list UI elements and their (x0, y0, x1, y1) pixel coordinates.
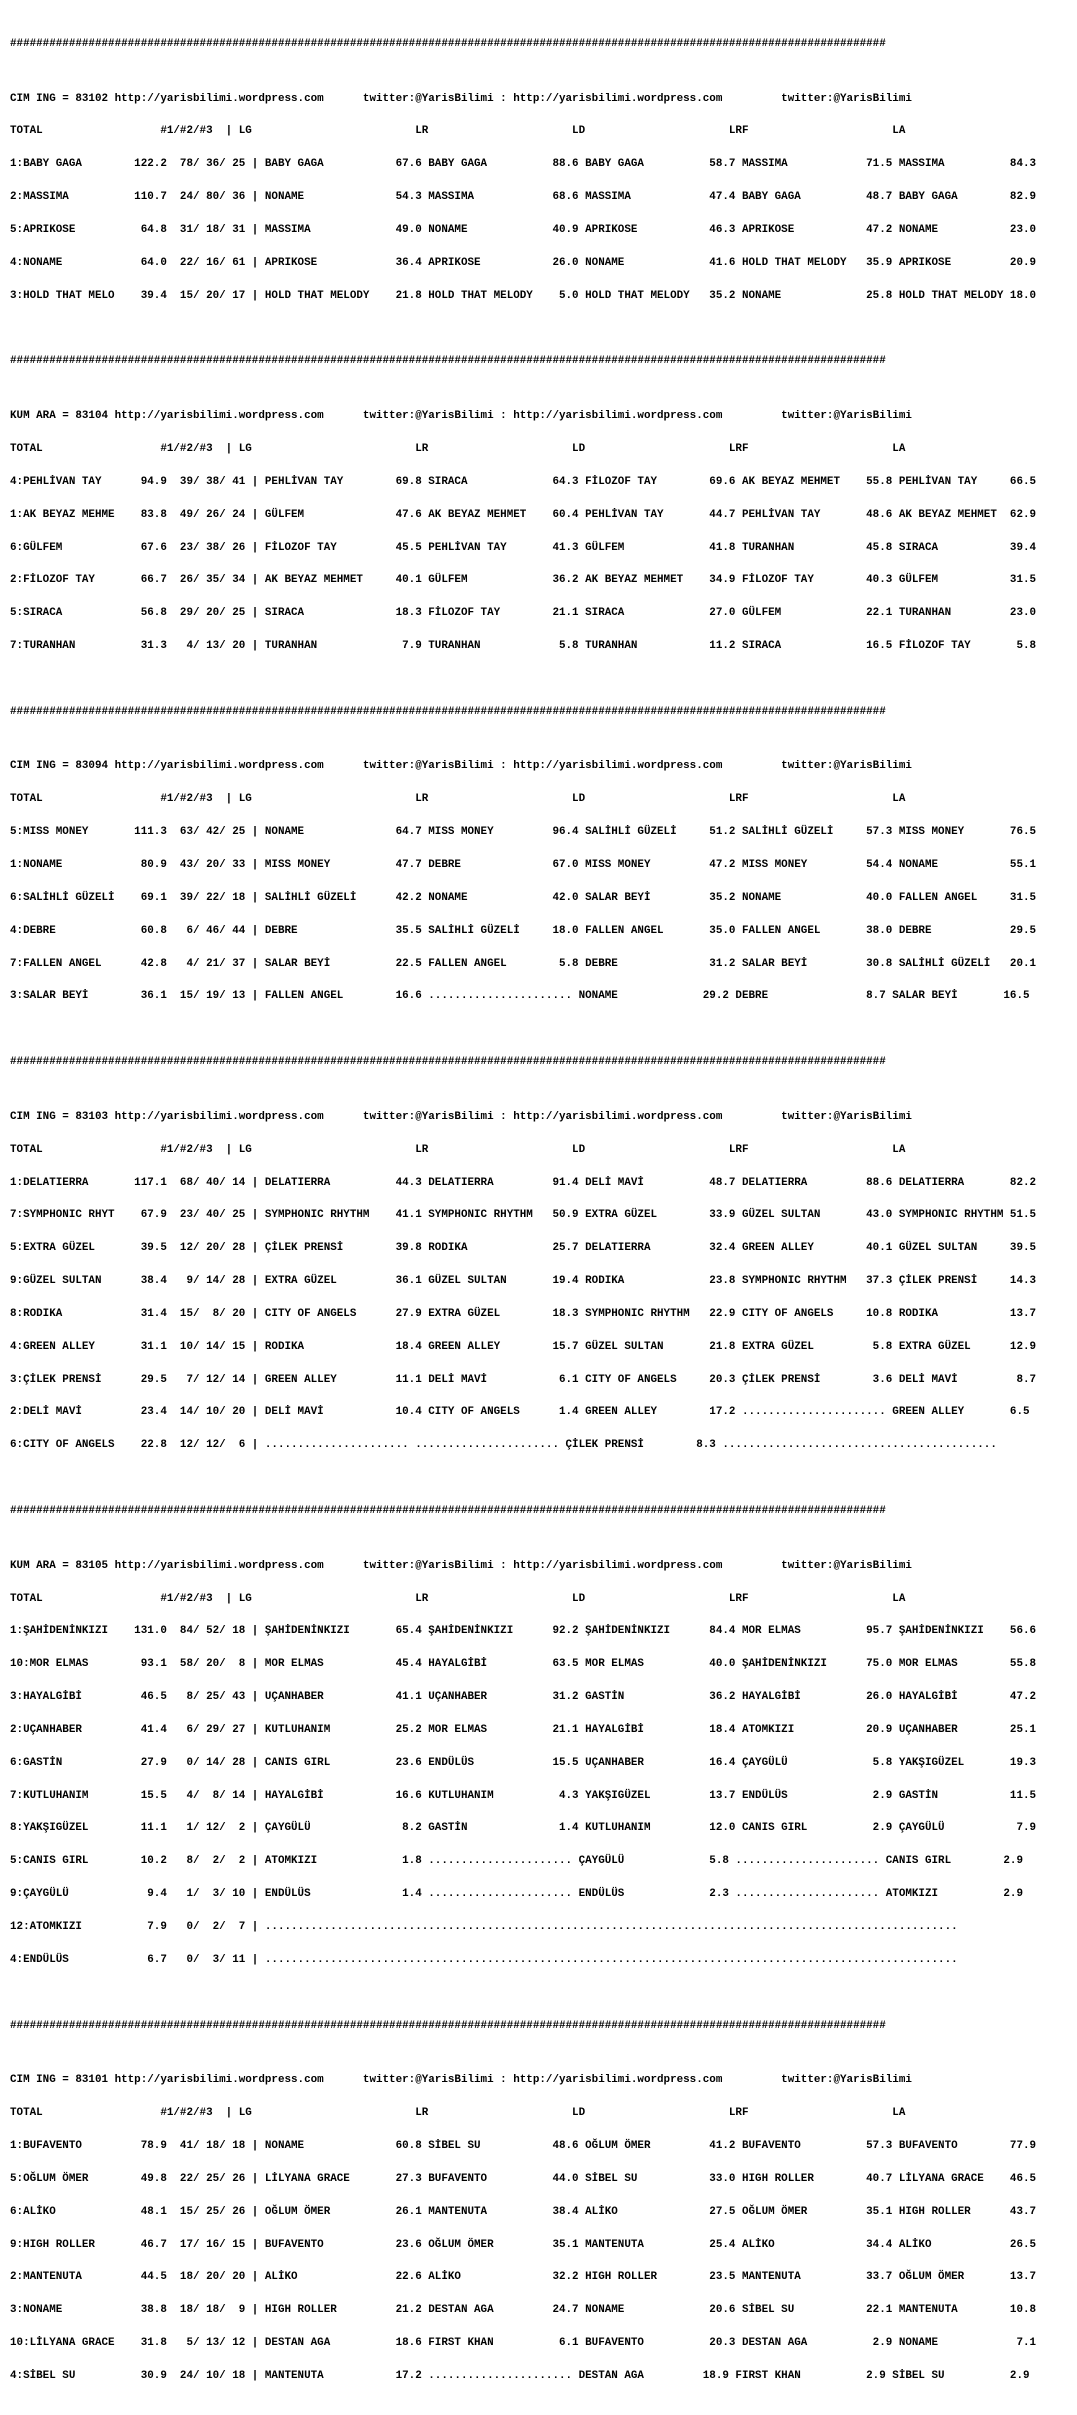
separator-line: ###################################################################################################################################### (10, 355, 886, 368)
table-row: 10:LİLYANA GRACE 31.8 5/ 13/ 12 | DESTAN AGA 18.6 FIRST KHAN 6.1 BUFAVENTO 20.3 DESTAN AGA 2.9 NONAME 7.1 (10, 2337, 1037, 2350)
separator-line: ###################################################################################################################################### (10, 1056, 886, 1069)
race-header: CIM ING = 83094 http://yarisbilimi.wordpress.com twitter:@YarisBilimi : http://yarisbilimi.wordpress.com twitter:@YarisBilimi (10, 760, 912, 773)
table-row: 3:SALAR BEYİ 36.1 15/ 19/ 13 | FALLEN ANGEL 16.6 ...................... NONAME 29.2 DEBRE 8.7 SALAR BEYİ 16.5 (10, 990, 1030, 1003)
table-row: 5:APRIKOSE 64.8 31/ 18/ 31 | MASSIMA 49.0 NONAME 40.9 APRIKOSE 46.3 APRIKOSE 47.2 NONAME 23.0 (10, 223, 1037, 236)
column-header: TOTAL #1/#2/#3 | LG LR LD LRF LA (10, 125, 906, 138)
table-row: 1:ŞAHİDENİNKIZI 131.0 84/ 52/ 18 | ŞAHİDENİNKIZI 65.4 ŞAHİDENİNKIZI 92.2 ŞAHİDENİNKIZI 84.4 MOR ELMAS 95.7 ŞAHİDENİNKIZI 56.6 (10, 1625, 1037, 1638)
table-row: 4:ENDÜLÜS 6.7 0/ 3/ 11 | .......................................................................................................... (10, 1953, 958, 1966)
table-row: 8:YAKŞIGÜZEL 11.1 1/ 12/ 2 | ÇAYGÜLÜ 8.2 GASTİN 1.4 KUTLUHANIM 12.0 CANIS GIRL 2.9 ÇAYGÜLÜ 7.9 (10, 1822, 1037, 1835)
table-row: 1:BABY GAGA 122.2 78/ 36/ 25 | BABY GAGA 67.6 BABY GAGA 88.6 BABY GAGA 58.7 MASSIMA 71.5 MASSIMA 84.3 (10, 158, 1037, 171)
table-row: 6:SALİHLİ GÜZELİ 69.1 39/ 22/ 18 | SALİHLİ GÜZELİ 42.2 NONAME 42.0 SALAR BEYİ 35.2 NONAME 40.0 FALLEN ANGEL 31.5 (10, 891, 1037, 904)
table-row: 7:FALLEN ANGEL 42.8 4/ 21/ 37 | SALAR BEYİ 22.5 FALLEN ANGEL 5.8 DEBRE 31.2 SALAR BEYİ 30.8 SALİHLİ GÜZELİ 20.1 (10, 957, 1037, 970)
race-block (10, 1539, 1036, 1988)
table-row: 10:MOR ELMAS 93.1 58/ 20/ 8 | MOR ELMAS 45.4 HAYALGİBİ 63.5 MOR ELMAS 40.0 ŞAHİDENİNKIZI 75.0 MOR ELMAS 55.8 (10, 1658, 1037, 1671)
table-row: 1:DELATIERRA 117.1 68/ 40/ 14 | DELATIERRA 44.3 DELATIERRA 91.4 DELİ MAVİ 48.7 DELATIERRA 88.6 DELATIERRA 82.2 (10, 1176, 1037, 1189)
table-row: 5:CANIS GIRL 10.2 8/ 2/ 2 | ATOMKIZI 1.8 ...................... ÇAYGÜLÜ 5.8 ...................... CANIS GIRL 2.9 (10, 1855, 1023, 1868)
table-row: 4:DEBRE 60.8 6/ 46/ 44 | DEBRE 35.5 SALİHLİ GÜZELİ 18.0 FALLEN ANGEL 35.0 FALLEN ANGEL 38.0 DEBRE 29.5 (10, 924, 1037, 937)
table-row: 3:ÇİLEK PRENSİ 29.5 7/ 12/ 14 | GREEN ALLEY 11.1 DELİ MAVİ 6.1 CITY OF ANGELS 20.3 ÇİLEK PRENSİ 3.6 DELİ MAVİ 8.7 (10, 1373, 1037, 1386)
race-block (10, 389, 1036, 674)
table-row: 1:AK BEYAZ MEHME 83.8 49/ 26/ 24 | GÜLFEM 47.6 AK BEYAZ MEHMET 60.4 PEHLİVAN TAY 44.7 PEHLİVAN TAY 48.6 AK BEYAZ MEHMET 62.9 (10, 508, 1037, 521)
race-header: CIM ING = 83103 http://yarisbilimi.wordpress.com twitter:@YarisBilimi : http://yarisbilimi.wordpress.com twitter:@YarisBilimi (10, 1110, 912, 1123)
table-row: 6:GASTİN 27.9 0/ 14/ 28 | CANIS GIRL 23.6 ENDÜLÜS 15.5 UÇANHABER 16.4 ÇAYGÜLÜ 5.8 YAKŞIGÜZEL 19.3 (10, 1756, 1037, 1769)
race-block (10, 72, 1036, 324)
table-row: 2:MASSIMA 110.7 24/ 80/ 36 | NONAME 54.3 MASSIMA 68.6 MASSIMA 47.4 BABY GAGA 48.7 BABY GAGA 82.9 (10, 191, 1037, 204)
race-block (10, 1090, 1036, 1473)
table-row: 2:UÇANHABER 41.4 6/ 29/ 27 | KUTLUHANIM 25.2 MOR ELMAS 21.1 HAYALGİBİ 18.4 ATOMKIZI 20.9 UÇANHABER 25.1 (10, 1723, 1037, 1736)
table-row: 8:RODIKA 31.4 15/ 8/ 20 | CITY OF ANGELS 27.9 EXTRA GÜZEL 18.3 SYMPHONIC RHYTHM 22.9 CITY OF ANGELS 10.8 RODIKA 13.7 (10, 1307, 1037, 1320)
table-row: 9:GÜZEL SULTAN 38.4 9/ 14/ 28 | EXTRA GÜZEL 36.1 GÜZEL SULTAN 19.4 RODIKA 23.8 SYMPHONIC RHYTHM 37.3 ÇİLEK PRENSİ 14.3 (10, 1275, 1037, 1288)
table-row: 5:EXTRA GÜZEL 39.5 12/ 20/ 28 | ÇİLEK PRENSİ 39.8 RODIKA 25.7 DELATIERRA 32.4 GREEN ALLEY 40.1 GÜZEL SULTAN 39.5 (10, 1242, 1037, 1255)
table-row: 9:ÇAYGÜLÜ 9.4 1/ 3/ 10 | ENDÜLÜS 1.4 ...................... ENDÜLÜS 2.3 ...................... ATOMKIZI 2.9 (10, 1888, 1023, 1901)
table-row: 6:GÜLFEM 67.6 23/ 38/ 26 | FİLOZOF TAY 45.5 PEHLİVAN TAY 41.3 GÜLFEM 41.8 TURANHAN 45.8 SIRACA 39.4 (10, 541, 1037, 554)
column-header: TOTAL #1/#2/#3 | LG LR LD LRF LA (10, 1143, 906, 1156)
table-row: 9:HIGH ROLLER 46.7 17/ 16/ 15 | BUFAVENTO 23.6 OĞLUM ÖMER 35.1 MANTENUTA 25.4 ALİKO 34.4 ALİKO 26.5 (10, 2238, 1037, 2251)
race-header: CIM ING = 83101 http://yarisbilimi.wordpress.com twitter:@YarisBilimi : http://yarisbilimi.wordpress.com twitter:@YarisBilimi (10, 2074, 912, 2087)
table-row: 2:FİLOZOF TAY 66.7 26/ 35/ 34 | AK BEYAZ MEHMET 40.1 GÜLFEM 36.2 AK BEYAZ MEHMET 34.9 FİLOZOF TAY 40.3 GÜLFEM 31.5 (10, 574, 1037, 587)
table-row: 3:NONAME 38.8 18/ 18/ 9 | HIGH ROLLER 21.2 DESTAN AGA 24.7 NONAME 20.6 SİBEL SU 22.1 MANTENUTA 10.8 (10, 2304, 1037, 2317)
table-row: 4:GREEN ALLEY 31.1 10/ 14/ 15 | RODIKA 18.4 GREEN ALLEY 15.7 GÜZEL SULTAN 21.8 EXTRA GÜZEL 5.8 EXTRA GÜZEL 12.9 (10, 1340, 1037, 1353)
table-row: 2:MANTENUTA 44.5 18/ 20/ 20 | ALİKO 22.6 ALİKO 32.2 HIGH ROLLER 23.5 MANTENUTA 33.7 OĞLUM ÖMER 13.7 (10, 2271, 1037, 2284)
table-row: 7:TURANHAN 31.3 4/ 13/ 20 | TURANHAN 7.9 TURANHAN 5.8 TURANHAN 11.2 SIRACA 16.5 FİLOZOF TAY 5.8 (10, 640, 1037, 653)
race-stats-sheet (10, 6, 1036, 2415)
table-row: 12:ATOMKIZI 7.9 0/ 2/ 7 | .......................................................................................................... (10, 1921, 958, 1934)
column-header: TOTAL #1/#2/#3 | LG LR LD LRF LA (10, 442, 906, 455)
table-row: 4:NONAME 64.0 22/ 16/ 61 | APRIKOSE 36.4 APRIKOSE 26.0 NONAME 41.6 HOLD THAT MELODY 35.9 APRIKOSE 20.9 (10, 256, 1037, 269)
table-row: 2:DELİ MAVİ 23.4 14/ 10/ 20 | DELİ MAVİ 10.4 CITY OF ANGELS 1.4 GREEN ALLEY 17.2 ...................... GREEN ALLEY 6.5 (10, 1406, 1030, 1419)
table-row: 5:SIRACA 56.8 29/ 20/ 25 | SIRACA 18.3 FİLOZOF TAY 21.1 SIRACA 27.0 GÜLFEM 22.1 TURANHAN 23.0 (10, 607, 1037, 620)
race-header: KUM ARA = 83104 http://yarisbilimi.wordpress.com twitter:@YarisBilimi : http://yarisbilimi.wordpress.com twitter:@YarisBilimi (10, 410, 912, 423)
table-row: 1:NONAME 80.9 43/ 20/ 33 | MISS MONEY 47.7 DEBRE 67.0 MISS MONEY 47.2 MISS MONEY 54.4 NONAME 55.1 (10, 859, 1037, 872)
separator-line: ###################################################################################################################################### (10, 705, 886, 718)
separator-line: ###################################################################################################################################### (10, 1504, 886, 1517)
race-block (10, 2053, 1036, 2403)
table-row: 7:SYMPHONIC RHYT 67.9 23/ 40/ 25 | SYMPHONIC RHYTHM 41.1 SYMPHONIC RHYTHM 50.9 EXTRA GÜZEL 33.9 GÜZEL SULTAN 43.0 SYMPHONIC RHYTHM 51.5 (10, 1209, 1037, 1222)
separator-line: ###################################################################################################################################### (10, 2019, 886, 2032)
table-row: 1:BUFAVENTO 78.9 41/ 18/ 18 | NONAME 60.8 SİBEL SU 48.6 OĞLUM ÖMER 41.2 BUFAVENTO 57.3 BUFAVENTO 77.9 (10, 2140, 1037, 2152)
table-row: 3:HOLD THAT MELO 39.4 15/ 20/ 17 | HOLD THAT MELODY 21.8 HOLD THAT MELODY 5.0 HOLD THAT MELODY 35.2 NONAME 25.8 HOLD THAT MELODY 18.0 (10, 289, 1037, 302)
race-block (10, 740, 1036, 1025)
separator-line: ###################################################################################################################################### (10, 37, 886, 50)
table-row: 6:CITY OF ANGELS 22.8 12/ 12/ 6 | ...................... ...................... ÇİLEK PRENSİ 8.3 .......................................... (10, 1439, 997, 1452)
race-header: KUM ARA = 83105 http://yarisbilimi.wordpress.com twitter:@YarisBilimi : http://yarisbilimi.wordpress.com twitter:@YarisBilimi (10, 1559, 912, 1572)
race-header: CIM ING = 83102 http://yarisbilimi.wordpress.com twitter:@YarisBilimi : http://yarisbilimi.wordpress.com twitter:@YarisBilimi (10, 92, 912, 105)
table-row: 5:MISS MONEY 111.3 63/ 42/ 25 | NONAME 64.7 MISS MONEY 96.4 SALİHLİ GÜZELİ 51.2 SALİHLİ GÜZELİ 57.3 MISS MONEY 76.5 (10, 826, 1037, 839)
column-header: TOTAL #1/#2/#3 | LG LR LD LRF LA (10, 1592, 906, 1605)
table-row: 5:OĞLUM ÖMER 49.8 22/ 25/ 26 | LİLYANA GRACE 27.3 BUFAVENTO 44.0 SİBEL SU 33.0 HIGH ROLLER 40.7 LİLYANA GRACE 46.5 (10, 2172, 1037, 2185)
table-row: 3:HAYALGİBİ 46.5 8/ 25/ 43 | UÇANHABER 41.1 UÇANHABER 31.2 GASTİN 36.2 HAYALGİBİ 26.0 HAYALGİBİ 47.2 (10, 1691, 1037, 1704)
table-row: 4:SİBEL SU 30.9 24/ 10/ 18 | MANTENUTA 17.2 ...................... DESTAN AGA 18.9 FIRST KHAN 2.9 SİBEL SU 2.9 (10, 2369, 1030, 2382)
table-row: 4:PEHLİVAN TAY 94.9 39/ 38/ 41 | PEHLİVAN TAY 69.8 SIRACA 64.3 FİLOZOF TAY 69.6 AK BEYAZ MEHMET 55.8 PEHLİVAN TAY 66.5 (10, 475, 1037, 488)
table-row: 6:ALİKO 48.1 15/ 25/ 26 | OĞLUM ÖMER 26.1 MANTENUTA 38.4 ALİKO 27.5 OĞLUM ÖMER 35.1 HIGH ROLLER 43.7 (10, 2205, 1037, 2218)
column-header: TOTAL #1/#2/#3 | LG LR LD LRF LA (10, 793, 906, 806)
column-header: TOTAL #1/#2/#3 | LG LR LD LRF LA (10, 2107, 906, 2120)
table-row: 7:KUTLUHANIM 15.5 4/ 8/ 14 | HAYALGİBİ 16.6 KUTLUHANIM 4.3 YAKŞIGÜZEL 13.7 ENDÜLÜS 2.9 GASTİN 11.5 (10, 1789, 1037, 1802)
